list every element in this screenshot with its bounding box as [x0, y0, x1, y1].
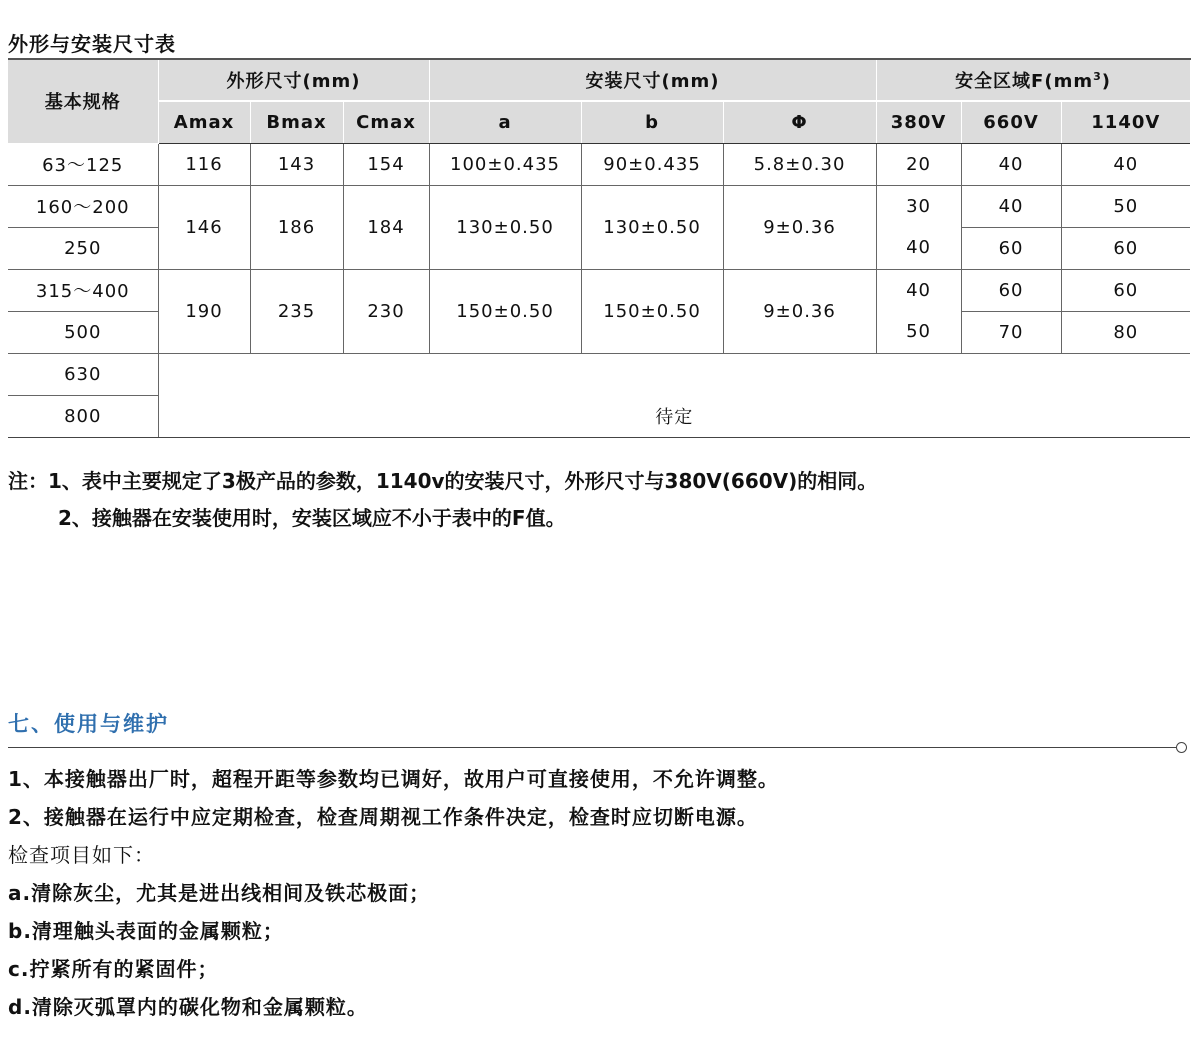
cell-empty	[158, 353, 1190, 395]
maintenance-line: d.清除灭弧罩内的碳化物和金属颗粒。	[8, 995, 368, 1019]
section-title: 七、使用与维护	[8, 712, 169, 736]
header-phi: Φ	[723, 101, 876, 143]
header-660v: 660V	[961, 101, 1061, 143]
cell-a: 100±0.435	[429, 143, 581, 185]
cell-spec: 315～400	[8, 269, 158, 311]
header-safe-suffix: )	[1101, 71, 1111, 92]
note-line-2: 2、接触器在安装使用时，安装区域应不小于表中的F值。	[58, 506, 566, 530]
cell-bmax: 186	[250, 185, 343, 269]
cell-380v: 30	[876, 185, 961, 227]
cell-a: 150±0.50	[429, 269, 581, 353]
cell-1140v: 80	[1061, 311, 1190, 353]
header-safe-group	[876, 59, 1190, 101]
cell-380v: 20	[876, 143, 961, 185]
cell-spec: 500	[8, 311, 158, 353]
header-cmax: Cmax	[343, 101, 429, 143]
cell-cmax: 184	[343, 185, 429, 269]
cell-b: 130±0.50	[581, 185, 723, 269]
cell-spec: 630	[8, 353, 158, 395]
cell-660v: 60	[961, 269, 1061, 311]
header-spec: 基本规格	[8, 59, 158, 143]
maintenance-line: 检查项目如下：	[8, 843, 155, 867]
cell-380v: 50	[876, 311, 961, 353]
cell-spec: 250	[8, 227, 158, 269]
maintenance-line: c.拧紧所有的紧固件；	[8, 957, 219, 981]
cell-spec: 63～125	[8, 143, 158, 185]
table-row	[8, 143, 1190, 185]
cell-cmax: 154	[343, 143, 429, 185]
cell-amax: 116	[158, 143, 250, 185]
table-title: 外形与安装尺寸表	[8, 32, 176, 56]
dimension-table	[8, 58, 1191, 438]
header-amax: Amax	[158, 101, 250, 143]
cell-bmax: 143	[250, 143, 343, 185]
cell-660v: 60	[961, 227, 1061, 269]
maintenance-line: a.清除灰尘，尤其是进出线相间及铁芯极面；	[8, 881, 431, 905]
table-row	[8, 395, 1190, 437]
maintenance-line: b.清理触头表面的金属颗粒；	[8, 919, 284, 943]
table-row	[8, 353, 1190, 395]
table-row	[8, 185, 1190, 227]
header-b: b	[581, 101, 723, 143]
cell-380v: 40	[876, 227, 961, 269]
header-install-group: 安装尺寸(mm)	[429, 59, 876, 101]
header-safe-prefix: 安全区域F(mm	[955, 71, 1094, 92]
cell-1140v: 40	[1061, 143, 1190, 185]
header-a: a	[429, 101, 581, 143]
cell-a: 130±0.50	[429, 185, 581, 269]
header-bmax: Bmax	[250, 101, 343, 143]
divider-end-circle-icon	[1176, 742, 1187, 753]
cell-1140v: 60	[1061, 269, 1190, 311]
cell-phi: 9±0.36	[723, 269, 876, 353]
cell-b: 90±0.435	[581, 143, 723, 185]
cell-380v: 40	[876, 269, 961, 311]
cell-phi: 9±0.36	[723, 185, 876, 269]
table-row	[8, 269, 1190, 311]
header-safe-sup: 3	[1093, 70, 1102, 83]
cell-amax: 190	[158, 269, 250, 353]
header-380v: 380V	[876, 101, 961, 143]
cell-spec: 800	[8, 395, 158, 437]
header-1140v: 1140V	[1061, 101, 1190, 143]
cell-b: 150±0.50	[581, 269, 723, 353]
cell-amax: 146	[158, 185, 250, 269]
cell-bmax: 235	[250, 269, 343, 353]
notes	[8, 463, 877, 537]
maintenance-line: 2、接触器在运行中应定期检查，检查周期视工作条件决定，检查时应切断电源。	[8, 805, 758, 829]
maintenance-list	[8, 760, 779, 1026]
section-divider	[8, 747, 1176, 748]
cell-phi: 5.8±0.30	[723, 143, 876, 185]
cell-660v: 70	[961, 311, 1061, 353]
cell-660v: 40	[961, 143, 1061, 185]
cell-1140v: 60	[1061, 227, 1190, 269]
cell-1140v: 50	[1061, 185, 1190, 227]
cell-pending: 待定	[158, 395, 1190, 437]
cell-cmax: 230	[343, 269, 429, 353]
cell-spec: 160～200	[8, 185, 158, 227]
note-line-1: 注：1、表中主要规定了3极产品的参数，1140v的安装尺寸，外形尺寸与380V(660V)的相同。	[8, 469, 878, 493]
cell-660v: 40	[961, 185, 1061, 227]
header-outline-group: 外形尺寸(mm)	[158, 59, 429, 101]
maintenance-line: 1、本接触器出厂时，超程开距等参数均已调好，故用户可直接使用，不允许调整。	[8, 767, 779, 791]
